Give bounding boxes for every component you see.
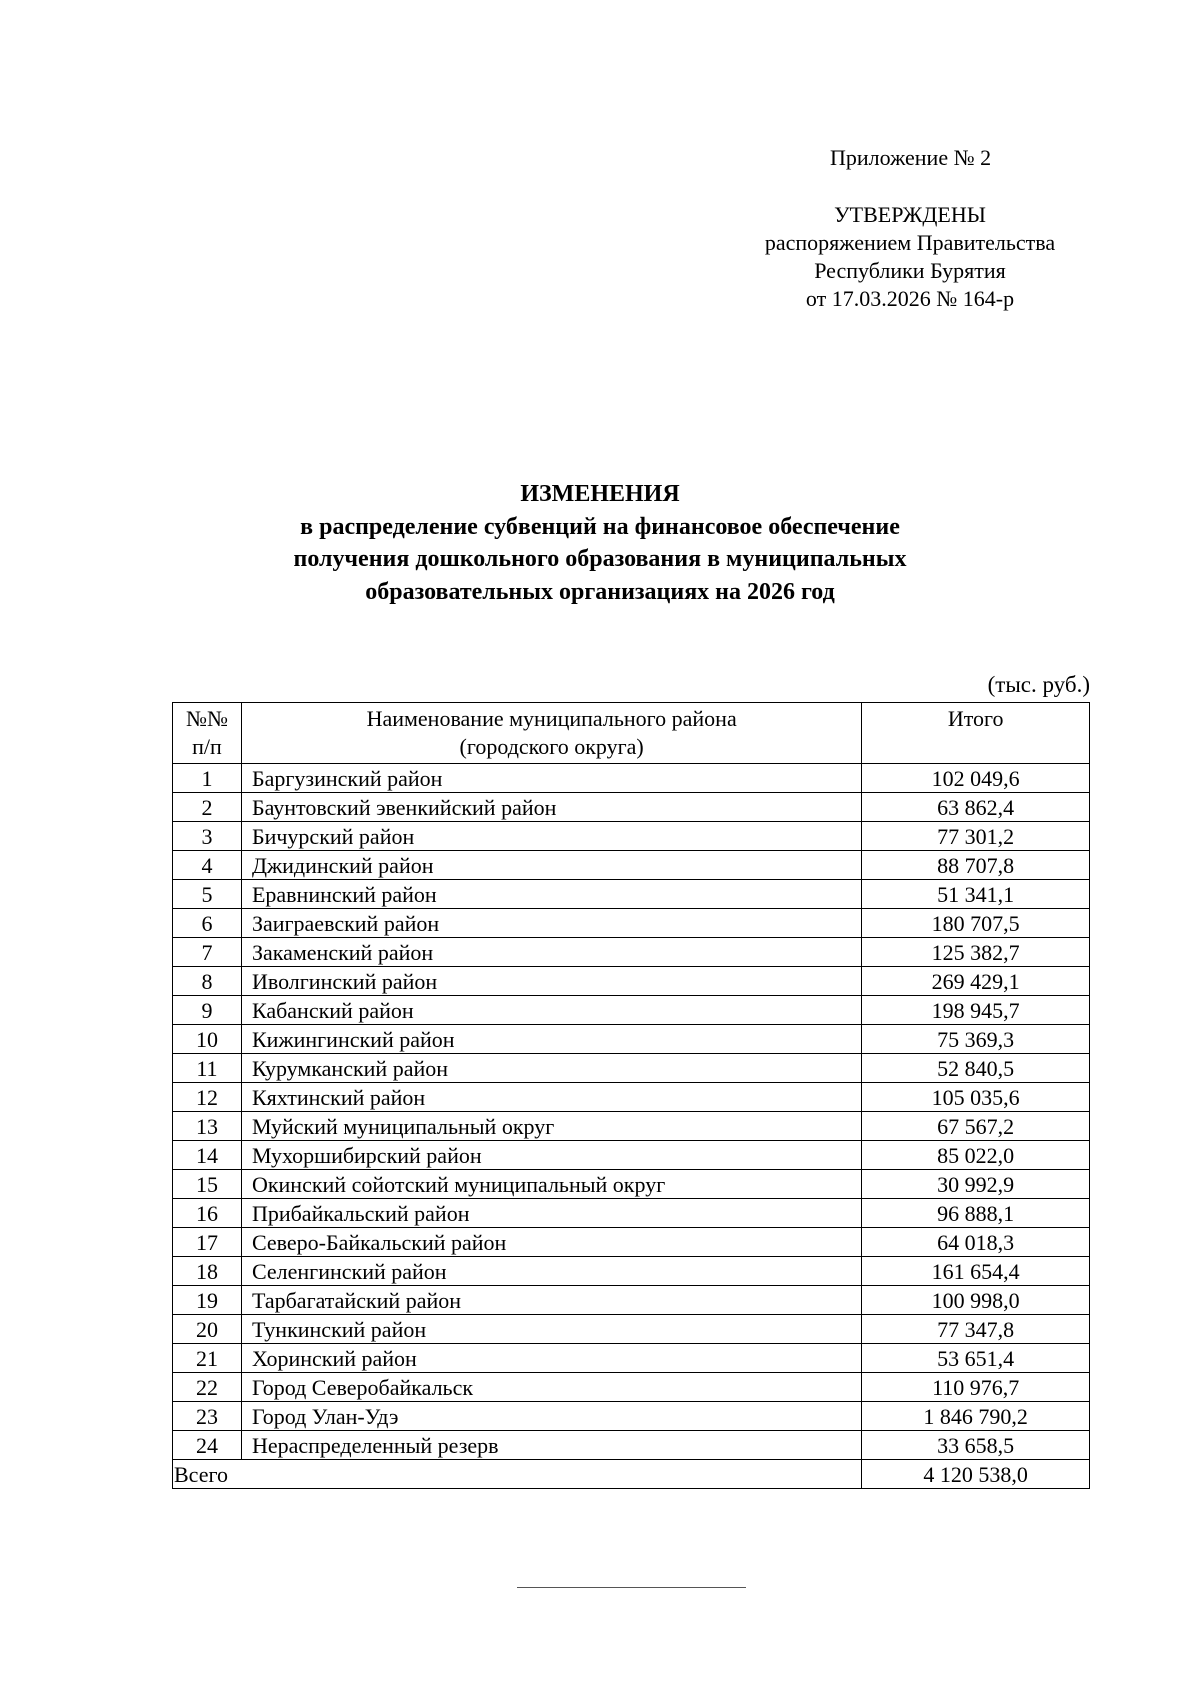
row-total: 63 862,4 — [862, 793, 1090, 822]
row-name: Тункинский район — [241, 1315, 861, 1344]
row-total: 77 301,2 — [862, 822, 1090, 851]
row-total: 180 707,5 — [862, 909, 1090, 938]
row-name: Курумканский район — [241, 1054, 861, 1083]
table-row — [173, 1025, 1090, 1054]
title-line-2: получения дошкольного образования в муниципальных — [293, 546, 907, 572]
table-row — [173, 1112, 1090, 1141]
row-number: 18 — [173, 1257, 242, 1286]
row-total: 88 707,8 — [862, 851, 1090, 880]
row-total: 30 992,9 — [862, 1170, 1090, 1199]
row-number: 21 — [173, 1344, 242, 1373]
row-total: 100 998,0 — [862, 1286, 1090, 1315]
units-label: (тыс. руб.) — [987, 672, 1090, 697]
row-total: 161 654,4 — [862, 1257, 1090, 1286]
row-name: Прибайкальский район — [241, 1199, 861, 1228]
approval-line-date: от 17.03.2026 № 164-р — [805, 286, 1015, 311]
table-row — [173, 1199, 1090, 1228]
table-row — [173, 1228, 1090, 1257]
row-name: Баргузинский район — [241, 764, 861, 793]
header-num — [173, 703, 242, 764]
appendix-label: Приложение № 2 — [830, 145, 992, 170]
row-number: 19 — [173, 1286, 242, 1315]
title-line-1: в распределение субвенций на финансовое обеспечение — [300, 513, 900, 540]
title-line-3: образовательных организациях на 2026 год — [365, 578, 835, 605]
document-title — [0, 478, 1200, 608]
table-row — [173, 851, 1090, 880]
row-number: 1 — [173, 764, 242, 793]
row-total: 105 035,6 — [862, 1083, 1090, 1112]
row-name: Иволгинский район — [241, 967, 861, 996]
approval-line-order: распоряжением Правительства — [764, 230, 1056, 255]
row-number: 15 — [173, 1170, 242, 1199]
table-row — [173, 1286, 1090, 1315]
header-num-line-2: п/п — [192, 734, 222, 759]
row-name: Нераспределенный резерв — [241, 1431, 861, 1460]
row-number: 5 — [173, 880, 242, 909]
table-row — [173, 793, 1090, 822]
row-number: 2 — [173, 793, 242, 822]
row-name: Заиграевский район — [241, 909, 861, 938]
row-name: Селенгинский район — [241, 1257, 861, 1286]
table-row — [173, 1170, 1090, 1199]
table-row — [173, 1402, 1090, 1431]
approval-line-republic: Республики Бурятия — [814, 258, 1006, 283]
row-number: 8 — [173, 967, 242, 996]
table-row — [173, 938, 1090, 967]
table-row — [173, 909, 1090, 938]
row-number: 22 — [173, 1373, 242, 1402]
total-row — [173, 1460, 1090, 1489]
row-number: 3 — [173, 822, 242, 851]
row-name: Окинский сойотский муниципальный округ — [241, 1170, 861, 1199]
row-name: Муйский муниципальный округ — [241, 1112, 861, 1141]
row-total: 110 976,7 — [862, 1373, 1090, 1402]
row-name: Кижингинский район — [241, 1025, 861, 1054]
table-header-row — [173, 703, 1090, 764]
row-name: Бичурский район — [241, 822, 861, 851]
row-name: Мухоршибирский район — [241, 1141, 861, 1170]
table-row — [173, 1431, 1090, 1460]
row-total: 102 049,6 — [862, 764, 1090, 793]
row-number: 9 — [173, 996, 242, 1025]
row-name: Кяхтинский район — [241, 1083, 861, 1112]
row-total: 52 840,5 — [862, 1054, 1090, 1083]
row-total: 33 658,5 — [862, 1431, 1090, 1460]
total-row-label: Всего — [173, 1460, 862, 1489]
row-number: 12 — [173, 1083, 242, 1112]
table-row — [173, 1315, 1090, 1344]
table-body — [173, 764, 1090, 1460]
row-total: 67 567,2 — [862, 1112, 1090, 1141]
row-name: Джидинский район — [241, 851, 861, 880]
row-number: 11 — [173, 1054, 242, 1083]
table-row — [173, 996, 1090, 1025]
row-total: 96 888,1 — [862, 1199, 1090, 1228]
table-row — [173, 1054, 1090, 1083]
row-number: 23 — [173, 1402, 242, 1431]
row-total: 64 018,3 — [862, 1228, 1090, 1257]
row-name: Баунтовский эвенкийский район — [241, 793, 861, 822]
header-num-line-1: №№ — [185, 706, 228, 731]
row-total: 53 651,4 — [862, 1344, 1090, 1373]
row-total: 125 382,7 — [862, 938, 1090, 967]
table-row — [173, 1373, 1090, 1402]
table-row — [173, 1141, 1090, 1170]
table-row — [173, 764, 1090, 793]
row-number: 24 — [173, 1431, 242, 1460]
table-row — [173, 967, 1090, 996]
table-row — [173, 1083, 1090, 1112]
distribution-table — [172, 702, 1090, 1489]
approval-block — [760, 201, 1060, 313]
title-heading: ИЗМЕНЕНИЯ — [520, 481, 680, 507]
row-total: 77 347,8 — [862, 1315, 1090, 1344]
row-number: 14 — [173, 1141, 242, 1170]
row-name: Город Северобайкальск — [241, 1373, 861, 1402]
row-number: 7 — [173, 938, 242, 967]
row-name: Закаменский район — [241, 938, 861, 967]
row-number: 4 — [173, 851, 242, 880]
row-total: 1 846 790,2 — [862, 1402, 1090, 1431]
header-name — [241, 703, 861, 764]
row-name: Еравнинский район — [241, 880, 861, 909]
header-total: Итого — [862, 703, 1090, 764]
row-number: 16 — [173, 1199, 242, 1228]
header-name-line-1: Наименование муниципального района — [366, 706, 737, 731]
header-name-line-2: (городского округа) — [459, 734, 644, 759]
row-name: Северо-Байкальский район — [241, 1228, 861, 1257]
footer-divider — [517, 1587, 746, 1588]
row-name: Город Улан-Удэ — [241, 1402, 861, 1431]
row-number: 6 — [173, 909, 242, 938]
row-total: 51 341,1 — [862, 880, 1090, 909]
row-total: 269 429,1 — [862, 967, 1090, 996]
row-number: 13 — [173, 1112, 242, 1141]
table-row — [173, 880, 1090, 909]
row-total: 198 945,7 — [862, 996, 1090, 1025]
row-name: Кабанский район — [241, 996, 861, 1025]
table-row — [173, 822, 1090, 851]
row-name: Тарбагатайский район — [241, 1286, 861, 1315]
row-number: 17 — [173, 1228, 242, 1257]
total-row-value: 4 120 538,0 — [862, 1460, 1090, 1489]
row-total: 75 369,3 — [862, 1025, 1090, 1054]
table-row — [173, 1344, 1090, 1373]
row-total: 85 022,0 — [862, 1141, 1090, 1170]
row-number: 10 — [173, 1025, 242, 1054]
table-row — [173, 1257, 1090, 1286]
approval-line-approved: УТВЕРЖДЕНЫ — [834, 202, 986, 227]
row-number: 20 — [173, 1315, 242, 1344]
row-name: Хоринский район — [241, 1344, 861, 1373]
